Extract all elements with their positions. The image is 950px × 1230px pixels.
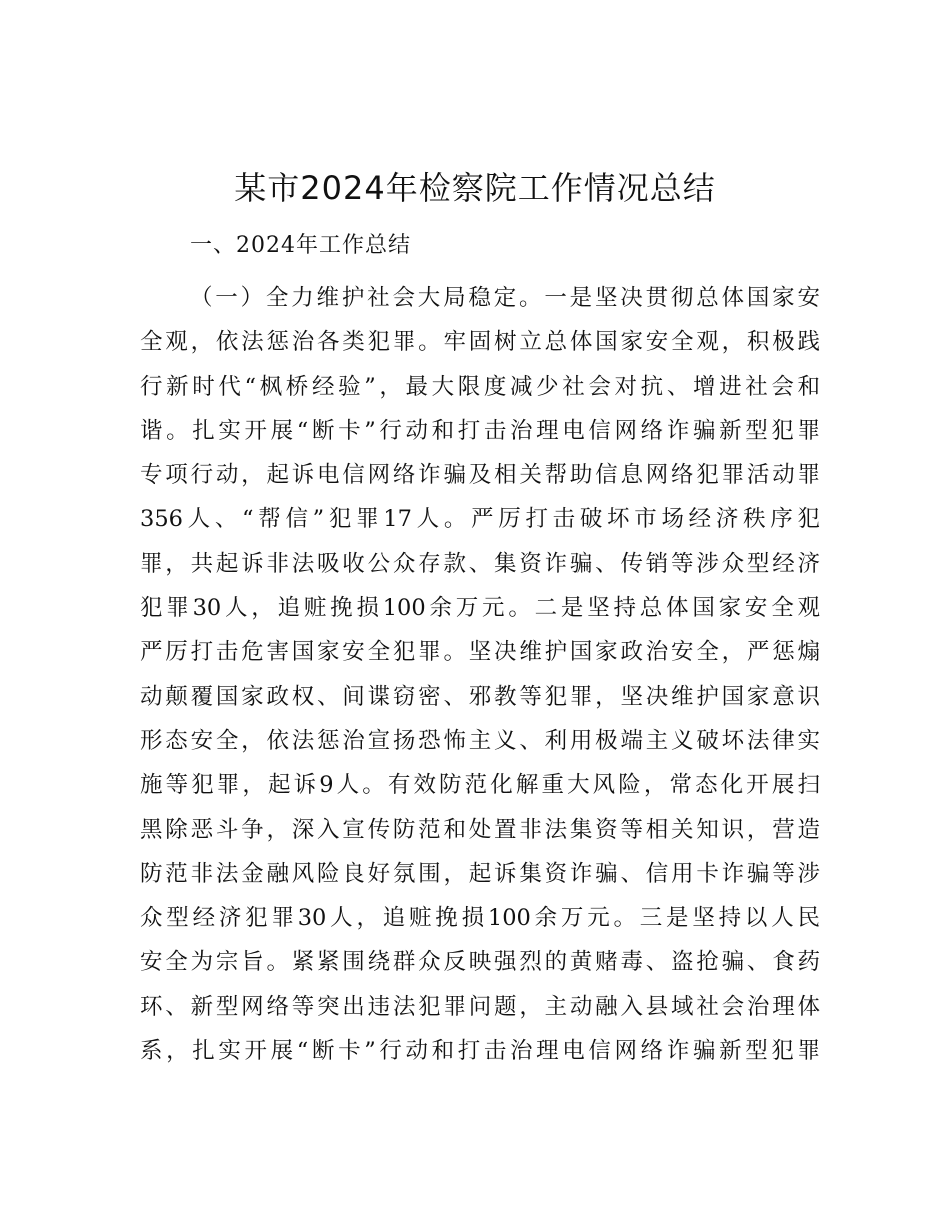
- paragraph-line: 犯罪30人，追赃挽损100余万元。二是坚持总体国家安全观: [140, 595, 820, 622]
- paragraph-line: 全观，依法惩治各类犯罪。牢固树立总体国家安全观，积极践: [140, 329, 820, 356]
- paragraph-line: 356人、“帮信”犯罪17人。严厉打击破坏市场经济秩序犯: [140, 506, 820, 533]
- paragraph-line: 谐。扎实开展“断卡”行动和打击治理电信网络诈骗新型犯罪: [140, 417, 820, 444]
- paragraph-line: （一）全力维护社会大局稳定。一是坚决贯彻总体国家安: [190, 285, 820, 311]
- paragraph-line: 施等犯罪，起诉9人。有效防范化解重大风险，常态化开展扫: [140, 772, 820, 799]
- paragraph-line: 专项行动，起诉电信网络诈骗及相关帮助信息网络犯罪活动罪: [140, 462, 820, 489]
- paragraph-line: 行新时代“枫桥经验”，最大限度减少社会对抗、增进社会和: [140, 373, 820, 400]
- paragraph-line: 系，扎实开展“断卡”行动和打击治理电信网络诈骗新型犯罪: [140, 1038, 820, 1065]
- paragraph-line: 动颠覆国家政权、间谍窃密、邪教等犯罪，坚决维护国家意识: [140, 683, 820, 710]
- paragraph-line: 环、新型网络等突出违法犯罪问题，主动融入县域社会治理体: [140, 993, 820, 1020]
- document-title: 某市2024年检察院工作情况总结: [234, 169, 716, 207]
- section-heading: 一、2024年工作总结: [190, 233, 411, 258]
- paragraph-line: 防范非法金融风险良好氛围，起诉集资诈骗、信用卡诈骗等涉: [140, 860, 820, 887]
- paragraph-line: 众型经济犯罪30人，追赃挽损100余万元。三是坚持以人民: [140, 905, 820, 932]
- paragraph-line: 罪，共起诉非法吸收公众存款、集资诈骗、传销等涉众型经济: [140, 550, 820, 577]
- paragraph-line: 黑除恶斗争，深入宣传防范和处置非法集资等相关知识，营造: [140, 816, 820, 843]
- paragraph-line: 形态安全，依法惩治宣扬恐怖主义、利用极端主义破坏法律实: [140, 727, 820, 754]
- body-paragraph: [140, 276, 820, 1073]
- paragraph-line: 严厉打击危害国家安全犯罪。坚决维护国家政治安全，严惩煽: [140, 639, 820, 666]
- paragraph-line: 安全为宗旨。紧紧围绕群众反映强烈的黄赌毒、盗抢骗、食药: [140, 949, 820, 976]
